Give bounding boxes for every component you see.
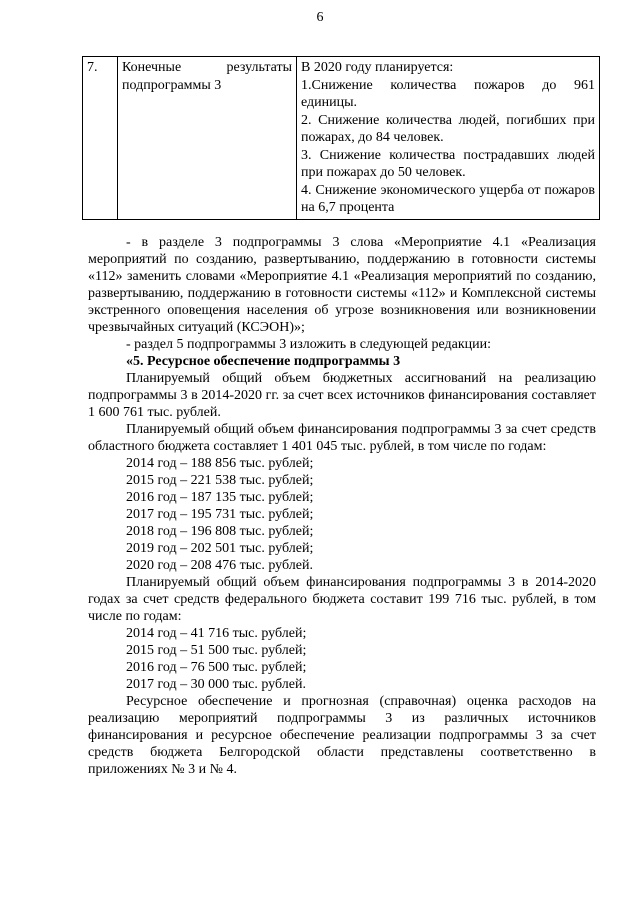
regional-year-line: 2017 год – 195 731 тыс. рублей; [126, 507, 314, 522]
regional-year-line: 2019 год – 202 501 тыс. рублей; [126, 541, 314, 556]
federal-year-line: 2015 год – 51 500 тыс. рублей; [126, 643, 307, 658]
federal-year-line: 2014 год – 41 716 тыс. рублей; [126, 626, 307, 641]
row-number: 7. [83, 57, 118, 220]
paragraph-federal-budget: Планируемый общий объем финансирования подпрограммы 3 в 2014-2020 годах за счет средств федерального бюджета составит 199 716 тыс. рублей, в том числе по годам: [88, 575, 596, 624]
paragraph-section5-intro: - раздел 5 подпрограммы 3 изложить в следующей редакции: [126, 337, 492, 352]
results-line: 1.Снижение количества пожаров до 961 единицы. [301, 77, 595, 110]
regional-year-line: 2016 год – 187 135 тыс. рублей; [126, 490, 314, 505]
regional-year-line: 2018 год – 196 808 тыс. рублей; [126, 524, 314, 539]
paragraph-total-volume: Планируемый общий объем бюджетных ассигнований на реализацию подпрограммы 3 в 2014-2020 гг. за счет всех источников финансирования составляет 1 600 761 тыс. рублей. [88, 371, 596, 420]
results-line: 4. Снижение экономического ущерба от пожаров на 6,7 процента [301, 182, 595, 215]
results-line: 2. Снижение количества людей, погибших при пожарах, до 84 человек. [301, 112, 595, 145]
page-number: 6 [316, 10, 324, 25]
results-line: 3. Снижение количества пострадавших людей при пожарах до 50 человек. [301, 147, 595, 180]
paragraph-section3-change: - в разделе 3 подпрограммы 3 слова «Мероприятие 4.1 «Реализация мероприятий по созданию, развертыванию, поддержанию в готовности системы «112» заменить словами «Мероприятие 4.1 «Реализация мероприятий по созданию, развертыванию, поддержанию в готовности системы «112» и Комплексной системы экстренного оповещения населения об угрозе возникновения или возникновении чрезвычайных ситуаций (КСЭОН)»; [88, 235, 596, 335]
row-results [297, 57, 600, 220]
paragraph-regional-budget: Планируемый общий объем финансирования подпрограммы 3 за счет средств областного бюджета составляет 1 401 045 тыс. рублей, в том числе по годам: [88, 422, 596, 454]
document-body [88, 234, 596, 778]
federal-year-line: 2017 год – 30 000 тыс. рублей. [126, 677, 306, 692]
regional-year-line: 2015 год – 221 538 тыс. рублей; [126, 473, 314, 488]
results-line: В 2020 году планируется: [301, 60, 454, 75]
section-heading: «5. Ресурсное обеспечение подпрограммы 3 [126, 354, 401, 369]
regional-year-line: 2020 год – 208 476 тыс. рублей. [126, 558, 313, 573]
results-table [82, 56, 600, 220]
table-row [83, 57, 600, 220]
federal-year-line: 2016 год – 76 500 тыс. рублей; [126, 660, 307, 675]
regional-year-line: 2014 год – 188 856 тыс. рублей; [126, 456, 314, 471]
paragraph-appendices: Ресурсное обеспечение и прогнозная (справочная) оценка расходов на реализацию мероприятий подпрограммы 3 из различных источников финансирования и ресурсное обеспечение реализации подпрограммы 3 за счет средств бюджета Белгородской области представлены соответственно в приложениях № 3 и № 4. [88, 694, 596, 777]
row-name: Конечные результаты подпрограммы 3 [118, 57, 297, 220]
